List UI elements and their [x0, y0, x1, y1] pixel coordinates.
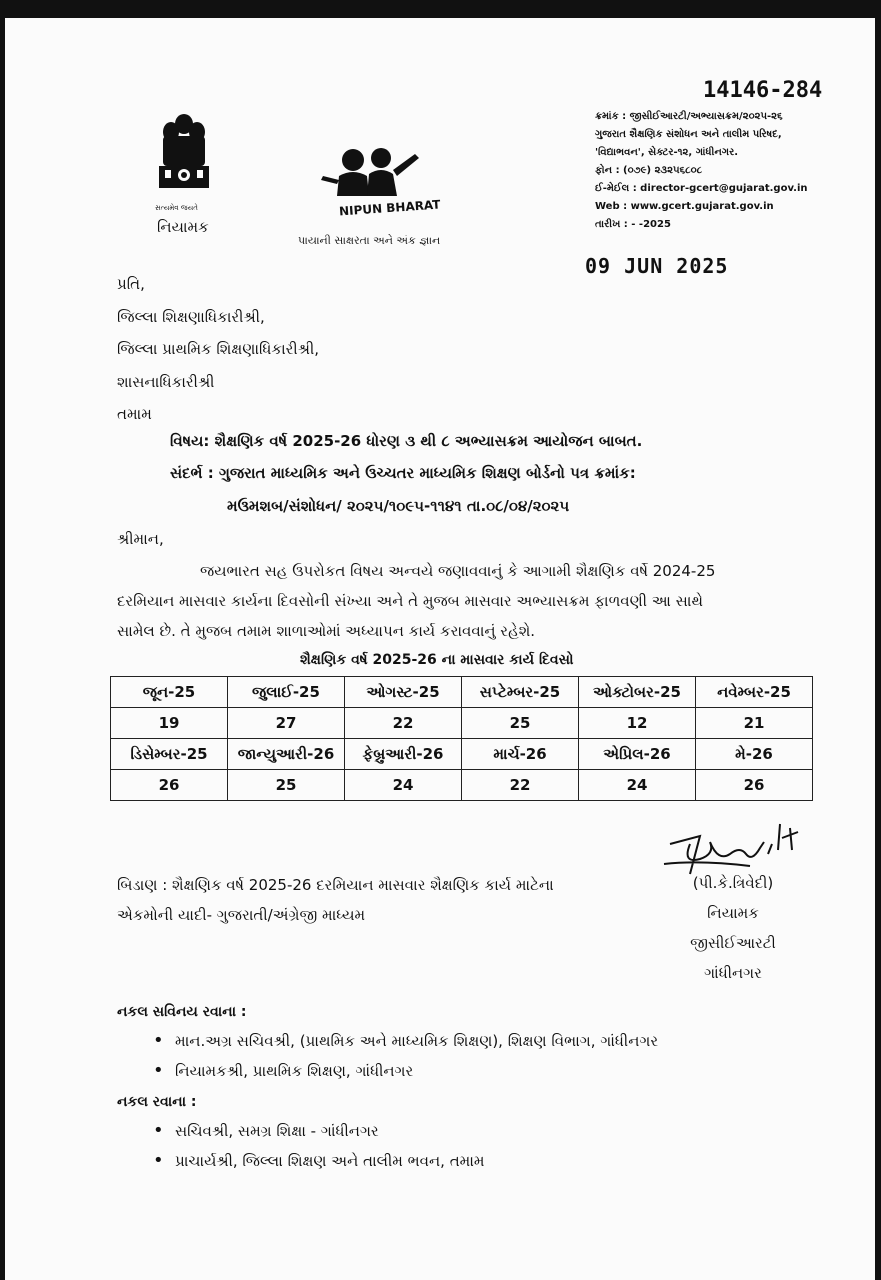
table-cell-month: નવેમ્બર-25	[696, 677, 813, 708]
table-cell-days: 26	[696, 770, 813, 801]
nipun-logo-text: NIPUN BHARAT	[338, 197, 441, 219]
reference-line1: સંદર્ભ : ગુજરાત માધ્યમિક અને ઉચ્ચતર માધ્યમિક શિક્ષણ બોર્ડનો પત્ર ક્રમાંક:	[170, 464, 636, 482]
reference-line2: મઉમશબ/સંશોધન/ ૨૦૨૫/૧૦૯૫-૧૧૪૧ તા.૦૮/૦૪/૨૦૨૫	[227, 497, 570, 515]
recipient-line: શાસનાધિકારીશ્રી	[117, 372, 215, 391]
table-cell-month: ફેબ્રુઆરી-26	[345, 739, 462, 770]
inward-number: 14146-284	[703, 78, 823, 103]
table-cell-days: 26	[111, 770, 228, 801]
recipient-line: જિલ્લા શિક્ષણાધિકારીશ્રી,	[117, 307, 265, 326]
table-cell-month: મે-26	[696, 739, 813, 770]
table-cell-month: એપ્રિલ-26	[579, 739, 696, 770]
body-line-1: જયભારત સહ ઉપરોકત વિષય અન્વયે જણાવવાનું કે આગામી શૈક્ષણિક વર્ષે 2024-25	[200, 562, 716, 580]
working-days-table	[110, 676, 813, 801]
copy-to-item: • પ્રાચાર્યશ્રી, જિલ્લા શિક્ષણ અને તાલીમ ભવન, તમામ	[175, 1152, 485, 1170]
office-line1: ગુજરાત શૈક્ષણિક સંશોધન અને તાલીમ પરિષદ,	[595, 129, 782, 140]
signatory-name: (પી.કે.ત્રિવેદી)	[692, 874, 774, 892]
nipun-tagline: પાયાની સાક્ષરતા અને અંક જ્ઞાન	[298, 234, 441, 247]
salutation: શ્રીમાન,	[117, 530, 164, 548]
copy-to-item: • સચિવશ્રી, સમગ્ર શિક્ષા - ગાંધીનગર	[175, 1122, 379, 1140]
table-cell-month: ડિસેમ્બર-25	[111, 739, 228, 770]
signatory-place: ગાંધીનગર	[704, 964, 762, 982]
signatory-org: જીસીઈઆરટી	[690, 934, 776, 952]
table-cell-days: 21	[696, 708, 813, 739]
emblem-motto: સત્યમેવ જયતે	[155, 204, 198, 212]
subject: વિષય: શૈક્ષણિક વર્ષ 2025-26 ધોરણ ૩ થી ૮ અભ્યાસક્રમ આયોજન બાબત.	[170, 432, 643, 450]
signatory-title: નિયામક	[707, 904, 759, 922]
body-line-2: દરમિયાન માસવાર કાર્યના દિવસોની સંખ્યા અને તે મુજબ માસવાર અભ્યાસક્રમ ફાળવણી આ સાથે	[117, 592, 703, 610]
nipun-logo	[317, 146, 441, 238]
table-cell-month: માર્ચ-26	[462, 739, 579, 770]
table-cell-days: 22	[345, 708, 462, 739]
table-cell-month: જાન્યુઆરી-26	[228, 739, 345, 770]
copy-with-request-item: • માન.અગ્ર સચિવશ્રી, (પ્રાથમિક અને માધ્યમિક શિક્ષણ), શિક્ષણ વિભાગ, ગાંધીનગર	[175, 1032, 658, 1050]
table-cell-days: 19	[111, 708, 228, 739]
table-cell-days: 24	[579, 770, 696, 801]
letter-page	[5, 18, 875, 1280]
table-cell-month: જૂન-25	[111, 677, 228, 708]
table-row-days	[111, 770, 813, 801]
table-cell-month: જુલાઈ-25	[228, 677, 345, 708]
table-cell-month: ઓક્ટોબર-25	[579, 677, 696, 708]
recipient-line: જિલ્લા પ્રાથમિક શિક્ષણાધિકારીશ્રી,	[117, 340, 320, 358]
table-cell-month: સપ્ટેમ્બર-25	[462, 677, 579, 708]
table-cell-days: 25	[462, 708, 579, 739]
enclosure-line1: બિડાણ : શૈક્ષણિક વર્ષ 2025-26 દરમિયાન માસવાર શૈક્ષણિક કાર્ય માટેના	[117, 876, 554, 894]
office-web: Web : www.gcert.gujarat.gov.in	[595, 201, 774, 212]
table-title: શૈક્ષણિક વર્ષ 2025-26 ના માસવાર કાર્ય દિવસો	[300, 652, 574, 668]
enclosure-line2: એકમોની યાદી- ગુજરાતી/અંગ્રેજી માધ્યમ	[117, 906, 366, 924]
table-row-months	[111, 677, 813, 708]
date-stamp: 09 JUN 2025	[585, 254, 729, 278]
table-cell-days: 25	[228, 770, 345, 801]
copy-heading: નકલ રવાના :	[117, 1094, 197, 1110]
table-cell-month: ઓગસ્ટ-25	[345, 677, 462, 708]
office-line2: 'વિદ્યાભવન', સેક્ટર-૧૨, ગાંધીનગર.	[595, 147, 739, 158]
recipients	[117, 268, 319, 431]
copy-with-request-item: • નિયામકશ્રી, પ્રાથમિક શિક્ષણ, ગાંધીનગર	[175, 1062, 413, 1080]
office-date: તારીખ : - -2025	[595, 219, 671, 230]
ref-number: ક્રમાંક : જીસીઈઆરટી/અભ્યાસક્રમ/૨૦૨૫-૨૬	[595, 111, 783, 122]
office-email: ઈ-મેઈલ : director-gcert@gujarat.gov.in	[595, 183, 808, 194]
table-row-days	[111, 708, 813, 739]
table-cell-days: 12	[579, 708, 696, 739]
recipient-line: તમામ	[117, 405, 152, 423]
table-cell-days: 22	[462, 770, 579, 801]
table-row-months	[111, 739, 813, 770]
copy-with-request-heading: નકલ સવિનય રવાના :	[117, 1004, 247, 1020]
table-cell-days: 24	[345, 770, 462, 801]
table-cell-days: 27	[228, 708, 345, 739]
designation-top: નિયામક	[157, 218, 209, 236]
office-header	[595, 108, 808, 234]
signatory-block	[653, 868, 813, 988]
emblem	[151, 110, 217, 220]
body-line-3: સામેલ છે. તે મુજબ તમામ શાળાઓમાં અધ્યાપન કાર્ય કરાવવાનું રહેશે.	[117, 622, 536, 640]
office-phone: ફોન : (૦૭૯) ૨૩૨૫૬૮૦૮	[595, 165, 703, 176]
recipient-to: પ્રતિ,	[117, 275, 145, 293]
